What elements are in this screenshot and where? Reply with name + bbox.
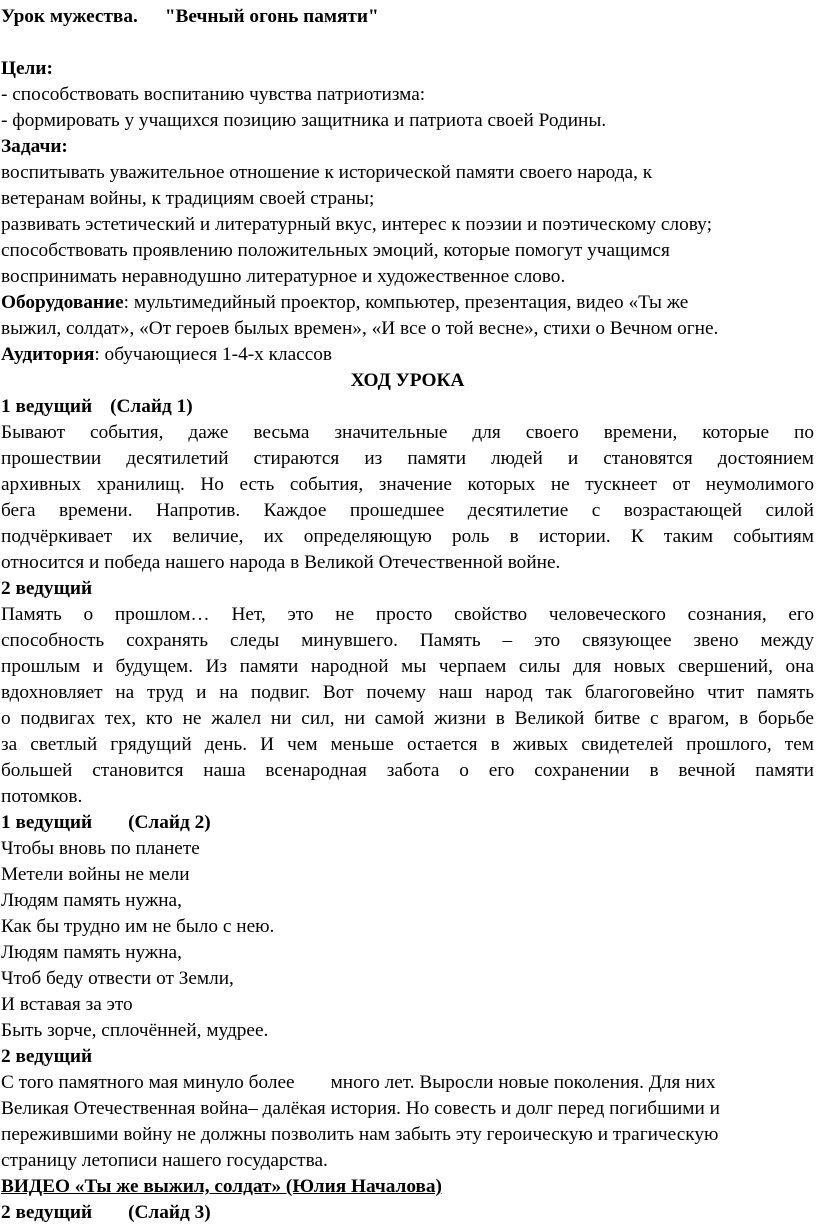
paragraph-line: архивных хранилищ. Но есть события, значение которых не тускнеет от неумолимого xyxy=(1,474,814,495)
goals-heading: Цели: xyxy=(1,58,53,79)
speaker-heading xyxy=(1,394,814,420)
spacer xyxy=(1,30,814,56)
goal-item: - способствовать воспитанию чувства патриотизма: xyxy=(1,84,426,105)
task-line: развивать эстетический и литературный вкус, интерес к поэзии и поэтическому слову; xyxy=(1,214,712,235)
paragraph-line: потомков. xyxy=(1,786,83,807)
slide-label-close: ) xyxy=(204,812,211,833)
speaker-heading: 2 ведущий xyxy=(1,1046,93,1067)
paragraph-line: большей становится наша всенародная забота о его сохранении в вечной памяти xyxy=(1,760,814,781)
slide-label: (Слайд 3) xyxy=(128,1202,211,1223)
paragraph-line: Бывают события, даже весьма значительные для своего времени, которые по xyxy=(1,422,814,443)
speaker-name: 2 ведущий xyxy=(1,1202,93,1223)
lesson-subtitle: "Вечный огонь памяти" xyxy=(164,6,379,27)
text-fragment: С того памятного мая минуло более xyxy=(1,1072,295,1093)
equipment-line xyxy=(1,290,814,316)
text-fragment: много лет. Выросли новые поколения. Для них xyxy=(330,1072,716,1093)
document-page xyxy=(1,4,814,1226)
tasks-heading: Задачи: xyxy=(1,136,68,157)
goal-item: - формировать у учащихся позицию защитника и патриота своей Родины. xyxy=(1,110,607,131)
equipment-label: Оборудование xyxy=(1,292,124,313)
poem-line: Быть зорче, сплочённей, мудрее. xyxy=(1,1020,269,1041)
task-line: воспринимать неравнодушно литературное и художественное слово. xyxy=(1,266,566,287)
task-line: способствовать проявлению положительных эмоций, которые помогут учащимся xyxy=(1,240,670,261)
poem-line: Людям память нужна, xyxy=(1,942,182,963)
text-fragment: Великая Отечественная война xyxy=(1,1098,249,1119)
audience-line xyxy=(1,342,814,368)
equipment-line-2: выжил, солдат», «От героев былых времен», «И все о той весне», стихи о Вечном огне. xyxy=(1,318,719,339)
paragraph-line: подчёркивает их величие, их определяющую роль в истории. К таким событиям xyxy=(1,526,814,547)
video-reference: ВИДЕО «Ты же выжил, солдат» (Юлия Началова) xyxy=(1,1176,442,1197)
paragraph-line: пережившими войну не должны позволить нам забыть эту героическую и трагическую xyxy=(1,1124,719,1145)
equipment-text: : мультимедийный проектор, компьютер, презентация, видео «Ты же xyxy=(123,292,689,313)
text-fragment: – далёкая история. Но совесть и долг перед погибшими и xyxy=(248,1098,720,1119)
poem-line: Как бы трудно им не было с нею. xyxy=(1,916,275,937)
paragraph-line: за светлый грядущий день. И чем меньше остается в живых свидетелей прошлого, тем xyxy=(1,734,814,755)
paragraph-line: вдохновляет на труд и на подвиг. Вот почему наш народ так благоговейно чтит память xyxy=(1,682,814,703)
lesson-progress-heading: ХОД УРОКА xyxy=(350,370,465,391)
paragraph-line: относится и победа нашего народа в Великой Отечественной войне. xyxy=(1,552,561,573)
task-line: воспитывать уважительное отношение к исторической памяти своего народа, к xyxy=(1,162,653,183)
speaker-name: 1 ведущий xyxy=(1,396,93,417)
paragraph-line xyxy=(1,1096,814,1122)
speaker-heading: 2 ведущий xyxy=(1,578,93,599)
poem-line: Метели войны не мели xyxy=(1,864,190,885)
paragraph-line: прошлым и будущем. Из памяти народной мы черпаем силы для новых свершений, она xyxy=(1,656,814,677)
paragraph-line: страницу летописи нашего государства. xyxy=(1,1150,328,1171)
poem-line: Чтоб беду отвести от Земли, xyxy=(1,968,234,989)
paragraph-line xyxy=(1,1070,814,1096)
poem-line: И вставая за это xyxy=(1,994,133,1015)
poem-line: Чтобы вновь по планете xyxy=(1,838,200,859)
paragraph-line: прошествии десятилетий стираются из памяти людей и становятся достоянием xyxy=(1,448,814,469)
paragraph-line: бега времени. Напротив. Каждое прошедшее десятилетие с возрастающей силой xyxy=(1,500,814,521)
speaker-heading xyxy=(1,810,814,836)
paragraph-line: способность сохранять следы минувшего. Память – это связующее звено между xyxy=(1,630,814,651)
speaker-name: 1 ведущий xyxy=(1,812,93,833)
lesson-title: Урок мужества. xyxy=(1,6,138,27)
poem-line: Людям память нужна, xyxy=(1,890,182,911)
lesson-title-line xyxy=(1,4,814,30)
paragraph-line: о подвигах тех, кто не жалел ни сил, ни самой жизни в Великой битве с врагом, в борьбе xyxy=(1,708,814,729)
speaker-heading xyxy=(1,1200,814,1226)
audience-text: : обучающиеся 1-4-х классов xyxy=(94,344,333,365)
task-line: ветеранам войны, к традициям своей страны; xyxy=(1,188,375,209)
audience-label: Аудитория xyxy=(1,344,95,365)
slide-label: (Слайд 2 xyxy=(128,812,205,833)
slide-label: (Слайд 1) xyxy=(110,396,193,417)
paragraph-line: Память о прошлом… Нет, это не просто свойство человеческого сознания, его xyxy=(1,604,814,625)
